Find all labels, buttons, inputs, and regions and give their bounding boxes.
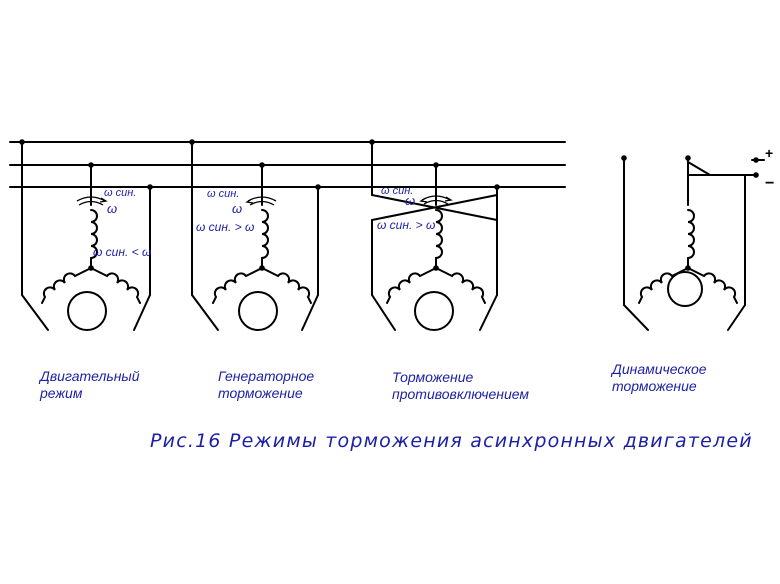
plugging-braking-circuit [369,139,500,330]
dc-minus-sign: − [765,175,775,192]
rotor-circle [415,292,453,330]
generator-omega: ω [232,201,243,216]
plugging-omega: ω [405,193,416,208]
plugging-omega-sync: ω син. [381,185,414,197]
figure-caption: Рис.16 Режимы торможения асинхронных двигателей [150,430,753,452]
motor-mode-label-line1: Двигательный [40,368,140,384]
generator-speed-relation: ω син. > ω [196,220,255,234]
generator-braking-label-line1: Генераторное [218,368,315,384]
dc-plus-sign: + [765,145,774,161]
generator-braking-circuit [189,139,321,330]
motor-mode-label-line2: режим [40,385,83,401]
dynamic-braking-circuit [621,145,774,330]
motor-mode-circuit [19,139,153,330]
generator-braking-label-line2: торможение [218,385,303,401]
plugging-braking-label-line2: противовключением [392,386,529,402]
generator-omega-sync: ω син. [207,188,240,200]
dynamic-braking-label [612,361,707,395]
plugging-braking-label-line1: Торможение [392,369,474,385]
plugging-braking-label [392,369,529,403]
motor-speed-relation: ω син. < ω [93,245,152,259]
motor-omega-sync: ω син. [104,187,137,199]
rotor-circle [68,292,106,330]
rotor-circle [668,272,702,306]
generator-braking-label [218,368,314,402]
motor-mode-label [40,368,140,402]
dynamic-braking-label-line1: Динамическое [612,361,707,377]
plugging-speed-relation: ω син. > ω [377,218,436,232]
dynamic-braking-label-line2: торможение [612,378,697,394]
motor-omega: ω [107,201,118,216]
rotor-circle [239,292,277,330]
